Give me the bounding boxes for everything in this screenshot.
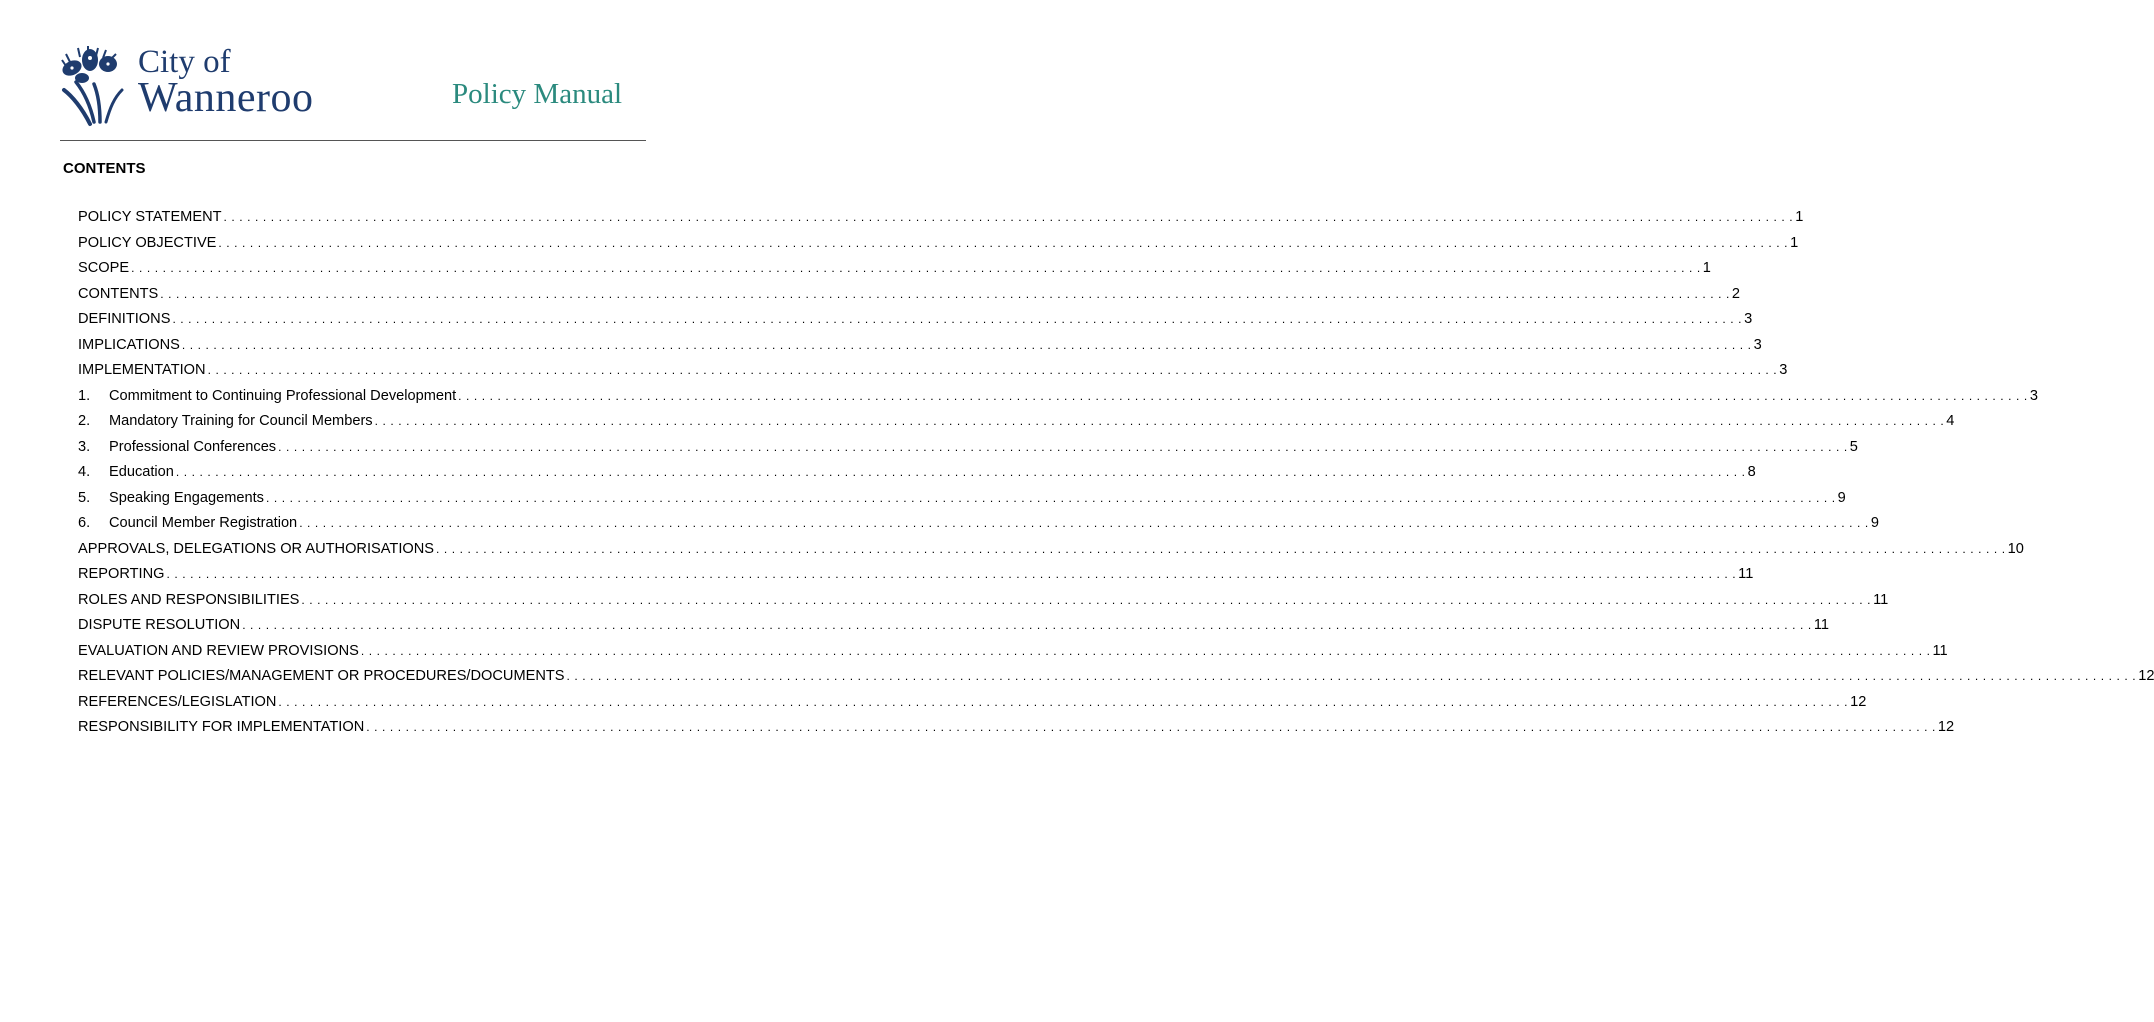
toc-entry-title: Council Member Registration [109, 515, 298, 531]
toc-entry-page-number: 12 [1850, 693, 1867, 710]
toc-entry[interactable] [78, 208, 1804, 234]
logo-wanneroo-text: Wanneroo [138, 75, 314, 121]
toc-entry-page-number: 3 [1753, 336, 1762, 353]
toc-entry[interactable] [78, 642, 1948, 668]
toc-entry-title: REFERENCES/LEGISLATION [78, 693, 277, 710]
toc-entry-title: Speaking Engagements [109, 489, 264, 506]
toc-entry-number: 5. [78, 489, 91, 506]
toc-entry-page-number: 1 [1702, 260, 1711, 276]
toc-entry-number: 3. [78, 438, 91, 455]
city-of-wanneroo-logo [60, 46, 330, 126]
toc-entry[interactable] [78, 616, 1829, 642]
toc-entry-page-number: 3 [2029, 387, 2038, 404]
toc-entry[interactable] [78, 565, 1754, 591]
toc-entry[interactable] [78, 540, 2024, 566]
toc-dot-leader: . . . . . . . . . . . . . . . . . . . . . . . . . . . . . . . . . . . . . . . . . . . . . . . . . . . . . . . . . . . . . . . . . . . . . . . . . . . . . . . . . . . . . . . . . . . . . . . . . . . . . . . . . . . . . . . . . . . . . . . . . . . . . . . . . . . . . . . . . . . . . . . . . . . . . . . . . . . . . . . . . . . . . . . . . . . . . . . . . . . . . . . . . . . . . . . . . . . . . . . . [160, 286, 1730, 301]
toc-entry[interactable] [78, 336, 1762, 362]
toc-entry-title: Professional Conferences [109, 438, 277, 455]
toc-entry-title: RELEVANT POLICIES/MANAGEMENT OR PROCEDURES/DOCUMENTS [78, 668, 565, 684]
toc-dot-leader: . . . . . . . . . . . . . . . . . . . . . . . . . . . . . . . . . . . . . . . . . . . . . . . . . . . . . . . . . . . . . . . . . . . . . . . . . . . . . . . . . . . . . . . . . . . . . . . . . . . . . . . . . . . . . . . . . . . . . . . . . . . . . . . . . . . . . . . . . . . . . . . . . . . . . . . . . . . . . . . . . . . . . . . . . . . . . . . . . . . . . . . . . . . . . . . . . . . . . . . . [374, 414, 1945, 428]
toc-entry-page-number: 1 [1795, 209, 1804, 225]
toc-entry[interactable] [78, 438, 1858, 464]
toc-entry[interactable] [78, 285, 1741, 311]
toc-entry-page-number: 8 [1747, 464, 1756, 480]
toc-entry-title: POLICY STATEMENT [78, 209, 222, 225]
toc-entry-number: 1. [78, 387, 91, 404]
toc-entry[interactable] [78, 514, 1879, 540]
toc-entry-page-number: 11 [1813, 617, 1829, 633]
toc-entry-title: Education [109, 464, 174, 480]
toc-entry-page-number: 11 [1738, 566, 1754, 582]
toc-dot-leader: . . . . . . . . . . . . . . . . . . . . . . . . . . . . . . . . . . . . . . . . . . . . . . . . . . . . . . . . . . . . . . . . . . . . . . . . . . . . . . . . . . . . . . . . . . . . . . . . . . . . . . . . . . . . . . . . . . . . . . . . . . . . . . . . . . . . . . . . . . . . . . . . . . . . . . . . . . . . . . . . . . . . . . . . . . . . . . . . . . . . . . . . . . . . . . . . . . . . . . . . [207, 363, 1778, 377]
toc-entry-page-number: 4 [1946, 413, 1955, 429]
toc-entry-page-number: 3 [1779, 362, 1788, 378]
toc-dot-leader: . . . . . . . . . . . . . . . . . . . . . . . . . . . . . . . . . . . . . . . . . . . . . . . . . . . . . . . . . . . . . . . . . . . . . . . . . . . . . . . . . . . . . . . . . . . . . . . . . . . . . . . . . . . . . . . . . . . . . . . . . . . . . . . . . . . . . . . . . . . . . . . . . . . . . . . . . . . . . . . . . . . . . . . . . . . . . . . . . . . . . . . . . . . . . . . . . . . . . . . . [223, 210, 1794, 224]
toc-entry[interactable] [78, 693, 1867, 719]
toc-entry-title: ROLES AND RESPONSIBILITIES [78, 591, 300, 608]
banksia-flower-icon [60, 46, 136, 124]
toc-entry[interactable] [78, 412, 1955, 438]
toc-entry[interactable] [78, 667, 2154, 693]
policy-manual-title: Policy Manual [452, 78, 622, 110]
toc-entry-page-number: 12 [2138, 668, 2154, 684]
toc-dot-leader: . . . . . . . . . . . . . . . . . . . . . . . . . . . . . . . . . . . . . . . . . . . . . . . . . . . . . . . . . . . . . . . . . . . . . . . . . . . . . . . . . . . . . . . . . . . . . . . . . . . . . . . . . . . . . . . . . . . . . . . . . . . . . . . . . . . . . . . . . . . . . . . . . . . . . . . . . . . . . . . . . . . . . . . . . . . . . . . . . . . . . . . . . . . . . . . . . . . . . . . . [278, 439, 1848, 454]
toc-entry-page-number: 2 [1731, 285, 1741, 302]
page-header [0, 0, 706, 142]
toc-entry-number: 6. [78, 515, 91, 531]
toc-dot-leader: . . . . . . . . . . . . . . . . . . . . . . . . . . . . . . . . . . . . . . . . . . . . . . . . . . . . . . . . . . . . . . . . . . . . . . . . . . . . . . . . . . . . . . . . . . . . . . . . . . . . . . . . . . . . . . . . . . . . . . . . . . . . . . . . . . . . . . . . . . . . . . . . . . . . . . . . . . . . . . . . . . . . . . . . . . . . . . . . . . . . . . . . . . . . . . . . . . . . . . . . [360, 643, 1931, 658]
toc-entry[interactable] [78, 718, 1955, 744]
toc-entry-title: IMPLICATIONS [78, 336, 180, 353]
toc-entry-page-number: 12 [1937, 719, 1955, 735]
toc-entry-title: EVALUATION AND REVIEW PROVISIONS [78, 642, 359, 659]
toc-entry-title: IMPLEMENTATION [78, 362, 206, 378]
toc-dot-leader: . . . . . . . . . . . . . . . . . . . . . . . . . . . . . . . . . . . . . . . . . . . . . . . . . . . . . . . . . . . . . . . . . . . . . . . . . . . . . . . . . . . . . . . . . . . . . . . . . . . . . . . . . . . . . . . . . . . . . . . . . . . . . . . . . . . . . . . . . . . . . . . . . . . . . . . . . . . . . . . . . . . . . . . . . . . . . . . . . . . . . . . . . . . . . . . . . . . . . . . . [458, 388, 2028, 403]
toc-dot-leader: . . . . . . . . . . . . . . . . . . . . . . . . . . . . . . . . . . . . . . . . . . . . . . . . . . . . . . . . . . . . . . . . . . . . . . . . . . . . . . . . . . . . . . . . . . . . . . . . . . . . . . . . . . . . . . . . . . . . . . . . . . . . . . . . . . . . . . . . . . . . . . . . . . . . . . . . . . . . . . . . . . . . . . . . . . . . . . . . . . . . . . . . . . . . . . . . . . . . . . . . [175, 465, 1746, 479]
header-divider [60, 140, 646, 141]
toc-entry-page-number: 5 [1849, 438, 1858, 455]
toc-dot-leader: . . . . . . . . . . . . . . . . . . . . . . . . . . . . . . . . . . . . . . . . . . . . . . . . . . . . . . . . . . . . . . . . . . . . . . . . . . . . . . . . . . . . . . . . . . . . . . . . . . . . . . . . . . . . . . . . . . . . . . . . . . . . . . . . . . . . . . . . . . . . . . . . . . . . . . . . . . . . . . . . . . . . . . . . . . . . . . . . . . . . . . . . . . . . . . . . . . . . . . . . [299, 516, 1869, 530]
toc-entry-title: CONTENTS [78, 285, 159, 302]
toc-dot-leader: . . . . . . . . . . . . . . . . . . . . . . . . . . . . . . . . . . . . . . . . . . . . . . . . . . . . . . . . . . . . . . . . . . . . . . . . . . . . . . . . . . . . . . . . . . . . . . . . . . . . . . . . . . . . . . . . . . . . . . . . . . . . . . . . . . . . . . . . . . . . . . . . . . . . . . . . . . . . . . . . . . . . . . . . . . . . . . . . . . . . . . . . . . . . . . . . . . . . . . . . [366, 720, 1936, 734]
toc-entry-title: DEFINITIONS [78, 311, 171, 327]
table-of-contents [78, 208, 2154, 744]
toc-dot-leader: . . . . . . . . . . . . . . . . . . . . . . . . . . . . . . . . . . . . . . . . . . . . . . . . . . . . . . . . . . . . . . . . . . . . . . . . . . . . . . . . . . . . . . . . . . . . . . . . . . . . . . . . . . . . . . . . . . . . . . . . . . . . . . . . . . . . . . . . . . . . . . . . . . . . . . . . . . . . . . . . . . . . . . . . . . . . . . . . . . . . . . . . . . . . . . . . . . . . . . . . [172, 312, 1743, 326]
toc-entry[interactable] [78, 310, 1753, 336]
toc-dot-leader: . . . . . . . . . . . . . . . . . . . . . . . . . . . . . . . . . . . . . . . . . . . . . . . . . . . . . . . . . . . . . . . . . . . . . . . . . . . . . . . . . . . . . . . . . . . . . . . . . . . . . . . . . . . . . . . . . . . . . . . . . . . . . . . . . . . . . . . . . . . . . . . . . . . . . . . . . . . . . . . . . . . . . . . . . . . . . . . . . . . . . . . . . . . . . . . . . . . . . . . . [131, 261, 1701, 275]
toc-dot-leader: . . . . . . . . . . . . . . . . . . . . . . . . . . . . . . . . . . . . . . . . . . . . . . . . . . . . . . . . . . . . . . . . . . . . . . . . . . . . . . . . . . . . . . . . . . . . . . . . . . . . . . . . . . . . . . . . . . . . . . . . . . . . . . . . . . . . . . . . . . . . . . . . . . . . . . . . . . . . . . . . . . . . . . . . . . . . . . . . . . . . . . . . . . . . . . . . . . . . . . . . [181, 337, 1752, 352]
toc-dot-leader: . . . . . . . . . . . . . . . . . . . . . . . . . . . . . . . . . . . . . . . . . . . . . . . . . . . . . . . . . . . . . . . . . . . . . . . . . . . . . . . . . . . . . . . . . . . . . . . . . . . . . . . . . . . . . . . . . . . . . . . . . . . . . . . . . . . . . . . . . . . . . . . . . . . . . . . . . . . . . . . . . . . . . . . . . . . . . . . . . . . . . . . . . . . . . . . . . . . . . . . . [301, 592, 1872, 607]
toc-dot-leader: . . . . . . . . . . . . . . . . . . . . . . . . . . . . . . . . . . . . . . . . . . . . . . . . . . . . . . . . . . . . . . . . . . . . . . . . . . . . . . . . . . . . . . . . . . . . . . . . . . . . . . . . . . . . . . . . . . . . . . . . . . . . . . . . . . . . . . . . . . . . . . . . . . . . . . . . . . . . . . . . . . . . . . . . . . . . . . . . . . . . . . . . . . . . . . . . . . . . . . . . [242, 618, 1812, 632]
toc-entry-title: SCOPE [78, 260, 130, 276]
toc-dot-leader: . . . . . . . . . . . . . . . . . . . . . . . . . . . . . . . . . . . . . . . . . . . . . . . . . . . . . . . . . . . . . . . . . . . . . . . . . . . . . . . . . . . . . . . . . . . . . . . . . . . . . . . . . . . . . . . . . . . . . . . . . . . . . . . . . . . . . . . . . . . . . . . . . . . . . . . . . . . . . . . . . . . . . . . . . . . . . . . . . . . . . . . . . . . . . . . . . . . . . . . . [436, 541, 2006, 556]
toc-dot-leader: . . . . . . . . . . . . . . . . . . . . . . . . . . . . . . . . . . . . . . . . . . . . . . . . . . . . . . . . . . . . . . . . . . . . . . . . . . . . . . . . . . . . . . . . . . . . . . . . . . . . . . . . . . . . . . . . . . . . . . . . . . . . . . . . . . . . . . . . . . . . . . . . . . . . . . . . . . . . . . . . . . . . . . . . . . . . . . . . . . . . . . . . . . . . . . . . . . . . . . . . [166, 567, 1737, 581]
toc-entry-page-number: 11 [1932, 642, 1948, 659]
toc-dot-leader: . . . . . . . . . . . . . . . . . . . . . . . . . . . . . . . . . . . . . . . . . . . . . . . . . . . . . . . . . . . . . . . . . . . . . . . . . . . . . . . . . . . . . . . . . . . . . . . . . . . . . . . . . . . . . . . . . . . . . . . . . . . . . . . . . . . . . . . . . . . . . . . . . . . . . . . . . . . . . . . . . . . . . . . . . . . . . . . . . . . . . . . . . . . . . . . . . . . . . . . . [278, 694, 1849, 709]
toc-entry-title: POLICY OBJECTIVE [78, 234, 217, 251]
toc-entry-number: 2. [78, 413, 91, 429]
toc-entry-title: APPROVALS, DELEGATIONS OR AUTHORISATIONS [78, 540, 434, 557]
toc-entry[interactable] [78, 591, 1889, 617]
toc-entry[interactable] [78, 387, 2038, 413]
toc-entry-page-number: 3 [1744, 311, 1753, 327]
toc-dot-leader: . . . . . . . . . . . . . . . . . . . . . . . . . . . . . . . . . . . . . . . . . . . . . . . . . . . . . . . . . . . . . . . . . . . . . . . . . . . . . . . . . . . . . . . . . . . . . . . . . . . . . . . . . . . . . . . . . . . . . . . . . . . . . . . . . . . . . . . . . . . . . . . . . . . . . . . . . . . . . . . . . . . . . . . . . . . . . . . . . . . . . . . . . . . . . . . . . . . . . . . . [265, 490, 1836, 505]
toc-entry-title: REPORTING [78, 566, 165, 582]
toc-entry-title: DISPUTE RESOLUTION [78, 617, 241, 633]
toc-dot-leader: . . . . . . . . . . . . . . . . . . . . . . . . . . . . . . . . . . . . . . . . . . . . . . . . . . . . . . . . . . . . . . . . . . . . . . . . . . . . . . . . . . . . . . . . . . . . . . . . . . . . . . . . . . . . . . . . . . . . . . . . . . . . . . . . . . . . . . . . . . . . . . . . . . . . . . . . . . . . . . . . . . . . . . . . . . . . . . . . . . . . . . . . . . . . . . . . . . . . . . . . [218, 235, 1789, 250]
toc-entry-title: Commitment to Continuing Professional Development [109, 387, 457, 404]
toc-entry-page-number: 9 [1870, 515, 1879, 531]
toc-entry-page-number: 9 [1837, 489, 1846, 506]
toc-dot-leader: . . . . . . . . . . . . . . . . . . . . . . . . . . . . . . . . . . . . . . . . . . . . . . . . . . . . . . . . . . . . . . . . . . . . . . . . . . . . . . . . . . . . . . . . . . . . . . . . . . . . . . . . . . . . . . . . . . . . . . . . . . . . . . . . . . . . . . . . . . . . . . . . . . . . . . . . . . . . . . . . . . . . . . . . . . . . . . . . . . . . . . . . . . . . . . . . . . . . . . . . [566, 669, 2137, 683]
toc-entry[interactable] [78, 234, 1799, 260]
toc-entry-page-number: 11 [1873, 591, 1889, 608]
toc-entry-page-number: 10 [2007, 540, 2024, 557]
toc-entry-page-number: 1 [1790, 234, 1799, 251]
toc-entry[interactable] [78, 463, 1756, 489]
toc-entry[interactable] [78, 489, 1846, 515]
toc-entry[interactable] [78, 259, 1711, 285]
logo-city-of-text: City of [138, 44, 231, 80]
toc-entry[interactable] [78, 361, 1788, 387]
contents-heading: CONTENTS [63, 160, 146, 177]
toc-entry-title: Mandatory Training for Council Members [109, 413, 373, 429]
toc-entry-title: RESPONSIBILITY FOR IMPLEMENTATION [78, 719, 365, 735]
toc-entry-number: 4. [78, 464, 91, 480]
